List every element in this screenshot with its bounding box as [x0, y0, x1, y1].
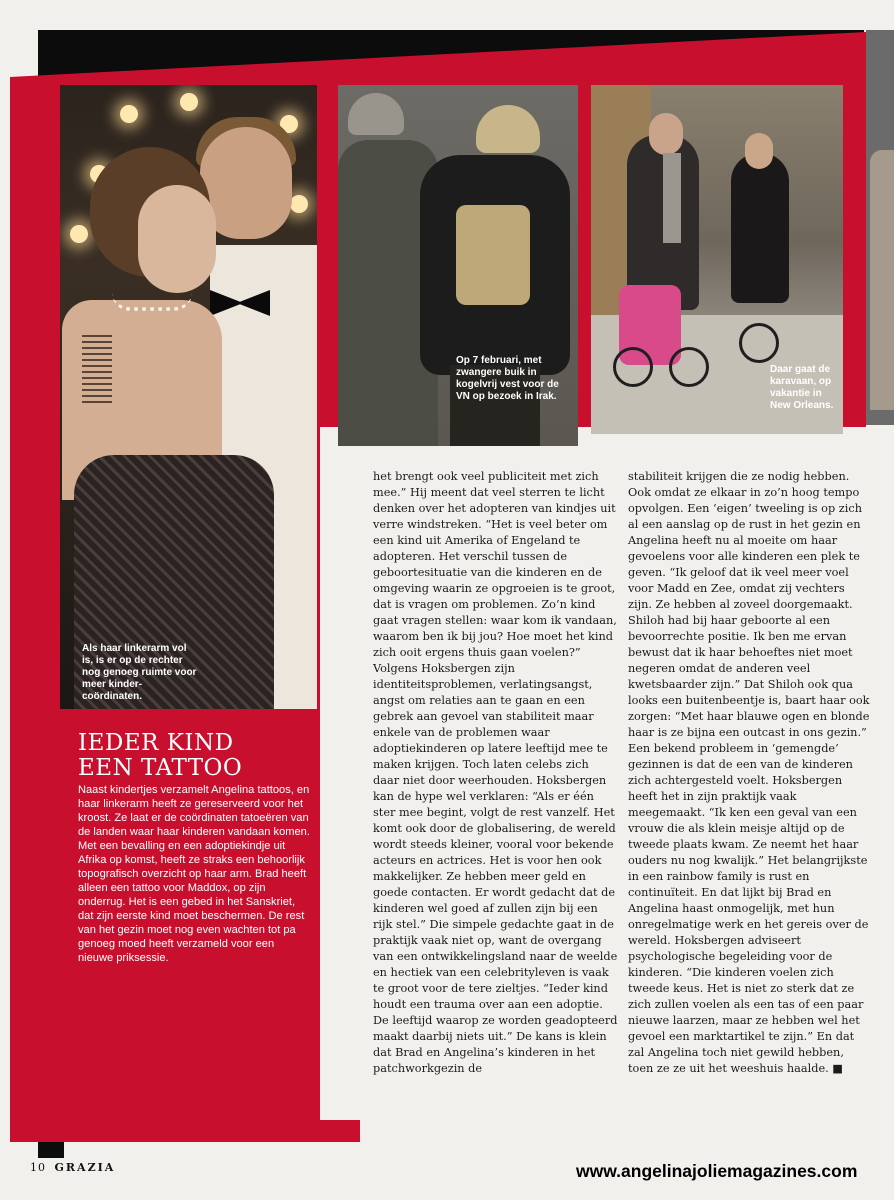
website-url: www.angelinajoliemagazines.com — [576, 1161, 858, 1181]
page-folio — [30, 1161, 115, 1174]
headline-line-1: IEDER KIND — [78, 730, 234, 756]
woman-helmet — [476, 105, 540, 153]
pearl-necklace — [112, 293, 192, 311]
bike-wheel — [613, 347, 653, 387]
adjacent-figure — [870, 150, 894, 410]
page-number: 10 — [30, 1161, 46, 1174]
article-column-2: het brengt ook veel publiciteit met zich mee.” Hij meent dat veel sterren te licht denken over het adopteren van kindjes uit verre windstreken. “Het is veel beter om een kind uit Amerika of Engeland te adopteren. Het verschil tussen de geboortesituatie van die kinderen en de omgeving waarin ze opgroeien is te groot, dat is vragen om problemen. Zo’n kind gaat vragen stellen: waar kom ik vandaan, waarom ben ik bij jou? Hoe moet het kind zich ooit ergens thuis gaan voelen?” Volgens Hoksbergen zijn identiteitsproblemen, verlatingsangst, angst om relaties aan te gaan en een gebrek aan gevoel van stabiliteit maar enkele van de problemen waar adoptiekinderen op latere leeftijd mee te maken krijgen. Toch laten celebs zich daar niet door weerhouden. Hoksbergen kan de hype wel verklaren: “Als er één ster mee begint, volgt de rest vanzelf. Het komt ook door de globalisering, de wereld wordt steeds kleiner, vooral voor bekende acteurs en actrices. Het is voor hen ook makkelijker. Ze hebben meer geld en goede contacten. Er wordt gedacht dat de kinderen wel goed af zullen zijn bij een rijk stel.” Die simpele gedachte gaat in de praktijk vaak niet op, want de overgang van een ontwikkelingsland naar de weelde en hectiek van een celebrityleven is vaak te groot voor de tere zieltjes. “Ieder kind houdt een trauma over aan een adoptie. De leeftijd waarop ze worden geadopteerd maakt daarbij niets uit.” De kans is klein dat Brad en Angelina’s kinderen in het patchworkgezin de — [373, 470, 618, 1075]
woman-cycling-head — [745, 133, 773, 169]
red-panel-bottom — [10, 1120, 360, 1142]
bike-wheel — [669, 347, 709, 387]
sidebar-headline — [78, 731, 318, 781]
caption-new-orleans: Daar gaat de karavaan, op vakantie in New Orleans. — [770, 364, 834, 411]
man-cycling-head — [649, 113, 683, 155]
scarf — [663, 153, 681, 243]
article-column-3: stabiliteit krijgen die ze nodig hebben. Ook omdat ze elkaar in zo’n hoog tempo opvolgen. Een ‘eigen’ tweeling is op zich al een aanslag op de rust in het gezin en Angelina heeft nu al moeite om haar gevoelens voor alle kinderen een plek te geven. “Ik geloof dat ik veel meer voel voor Madd en Zee, omdat zij vechters zijn. Ze hebben al zoveel doorgemaakt. Shiloh had bij haar geboorte al een bevoorrechte positie. Ik ben me ervan bewust dat ik haar behoeftes niet moet negeren omdat de anderen veel kwetsbaarder zijn.” Dat Shiloh ook qua looks een buitenbeentje is, baart haar ook zorgen: “Met haar blauwe ogen en blonde haar is ze bijna een outcast in ons gezin.” Een bekend probleem in ‘gemengde’ gezinnen is dat de een van de kinderen zich achtergesteld voelt. Hoksbergen heeft het in zijn praktijk vaak meegemaakt. “Ik ken een geval van een vrouw die als klein meisje altijd op de tweede plaats kwam. Ze neemt het haar ouders nu nog kwalijk.” Het belangrijkste in een rainbow family is rust en continuïteit. En dat lijkt bij Brad en Angelina haast onmogelijk, met hun onregelmatige werk en het gereis over de wereld. Hoksbergen adviseert psychologische begeleiding voor de kinderen. “Die kinderen voelen zich tweede keus. Het is niet zo sterk dat ze zich zullen voelen als een tas of een paar nieuwe laarzen, maar ze hebben wel het gevoel een marktartikel te zijn.” En dat zal Angelina toch niet gewild hebben, toen ze ze uit het weeshuis haalde. ■ — [628, 470, 870, 1075]
arm-tattoo — [82, 335, 112, 405]
photo-red-carpet — [60, 85, 317, 709]
bike-wheel — [739, 323, 779, 363]
soldier-helmet — [348, 93, 404, 135]
woman-head — [138, 185, 216, 293]
headline-line-2: EEN TATTOO — [78, 755, 243, 781]
caption-red-carpet: Als haar linkerarm vol is, is er op de rechter nog genoeg ruimte voor meer kinder-coördinaten. — [82, 643, 197, 702]
sidebar-body: Naast kindertjes verzamelt Angelina tattoos, en haar linkerarm heeft ze gereserveerd voor het kroost. Ze laat er de coördinaten tatoeëren van de landen waar haar kinderen vandaan komen. Met een bevalling en een adoptiekindje uit Afrika op komst, heeft ze straks een behoorlijk topografisch overzicht op haar arm. Brad heeft alleen een tattoo voor Maddox, op zijn onderrug. Het is een gebed in het Sanskriet, dat zijn eerste kind moet beschermen. De rest van het gezin moet nog even wachten tot pa genoeg moed heeft verzameld voor een nieuwe priksessie. — [78, 784, 310, 964]
caption-iraq: Op 7 februari, met zwangere buik in kogelvrij vest voor de VN op bezoek in Irak. — [456, 355, 559, 402]
bulletproof-vest — [456, 205, 530, 305]
woman-cycling — [731, 153, 789, 303]
magazine-name: GRAZIA — [54, 1161, 116, 1174]
adjacent-page-strip — [866, 30, 894, 425]
